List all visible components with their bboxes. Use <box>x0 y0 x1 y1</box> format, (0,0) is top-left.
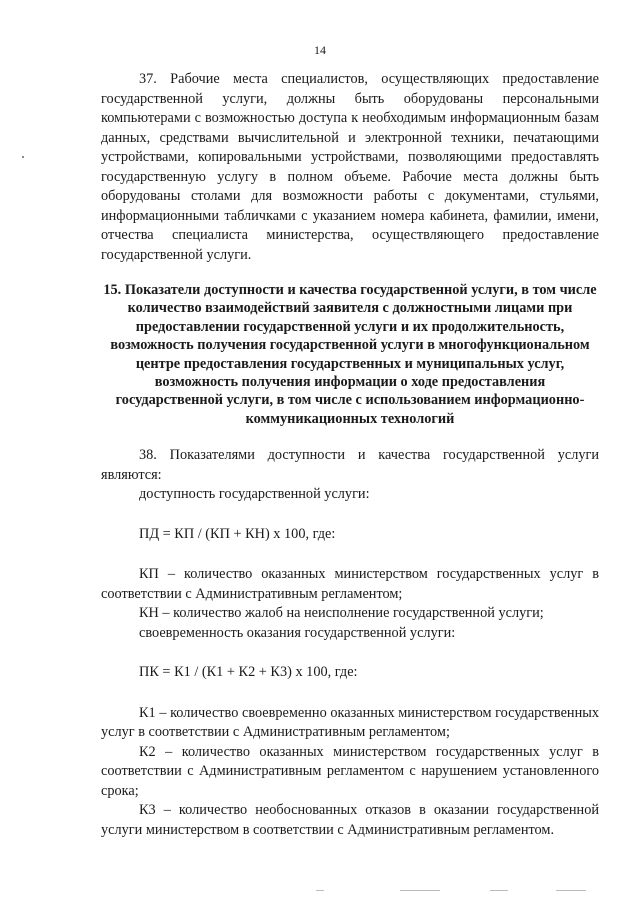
definition-k1: К1 – количество своевременно оказанных министерством государственных услуг в соответствии с Административным регламентом; <box>101 704 599 741</box>
availability-label: доступность государственной услуги: <box>139 486 370 503</box>
paragraph-37: 37. Рабочие места специалистов, осуществляющих предоставление государственной услуги, должны быть оборудованы персональными компьютерами с возможностью доступа к необходимым информационным базам данных, средствами вычислительной и электронной техники, печатающими устройствами, копировальными устройствами, позволяющими предоставлять государственную услугу в полном объеме. Рабочие места должны быть оборудованы столами для возможности работы с документами, стульями, информационными табличками с указанием номера кабинета, фамилии, имени, отчества специалиста министерства, осуществляющего предоставление государственной услуги. <box>101 71 599 263</box>
document-body <box>101 70 599 840</box>
definition-kp: КП – количество оказанных министерством государственных услуг в соответствии с Административным регламентом; <box>101 566 599 602</box>
formula-pk: ПК = К1 / (К1 + К2 + К3) х 100, где: <box>139 664 358 681</box>
scan-artifact <box>556 890 586 891</box>
definition-k2: К2 – количество оказанных министерством государственных услуг в соответствии с Административным регламентом с нарушением установленного срока; <box>101 743 599 799</box>
formula-pd: ПД = КП / (КП + КН) х 100, где: <box>139 525 336 542</box>
scan-artifact <box>490 890 508 891</box>
definition-k3: К3 – количество необоснованных отказов в оказании государственной услуги министерством в соответствии с Административным регламентом. <box>101 802 599 838</box>
definition-kn: КН – количество жалоб на неисполнение государственной услуги; <box>139 605 544 622</box>
page-number: 14 <box>314 43 326 57</box>
scan-artifact <box>316 890 324 891</box>
paragraph-38: 38. Показателями доступности и качества государственной услуги являются: <box>101 447 599 483</box>
scan-mark <box>22 156 24 158</box>
timeliness-label: своевременность оказания государственной услуги: <box>139 624 456 641</box>
scan-artifact <box>400 890 440 891</box>
section-heading-15: 15. Показатели доступности и качества государственной услуги, в том числе количество взаимодействий заявителя с должностными лицами при предоставлении государственной услуги и их продолжительность, возможность получения государственной услуги в многофункциональном центре предоставления государственных и муниципальных услуг, возможность получения информации о ходе предоставления государственной услуги, в том числе с использованием информационно-коммуникационных технологий <box>103 282 597 427</box>
